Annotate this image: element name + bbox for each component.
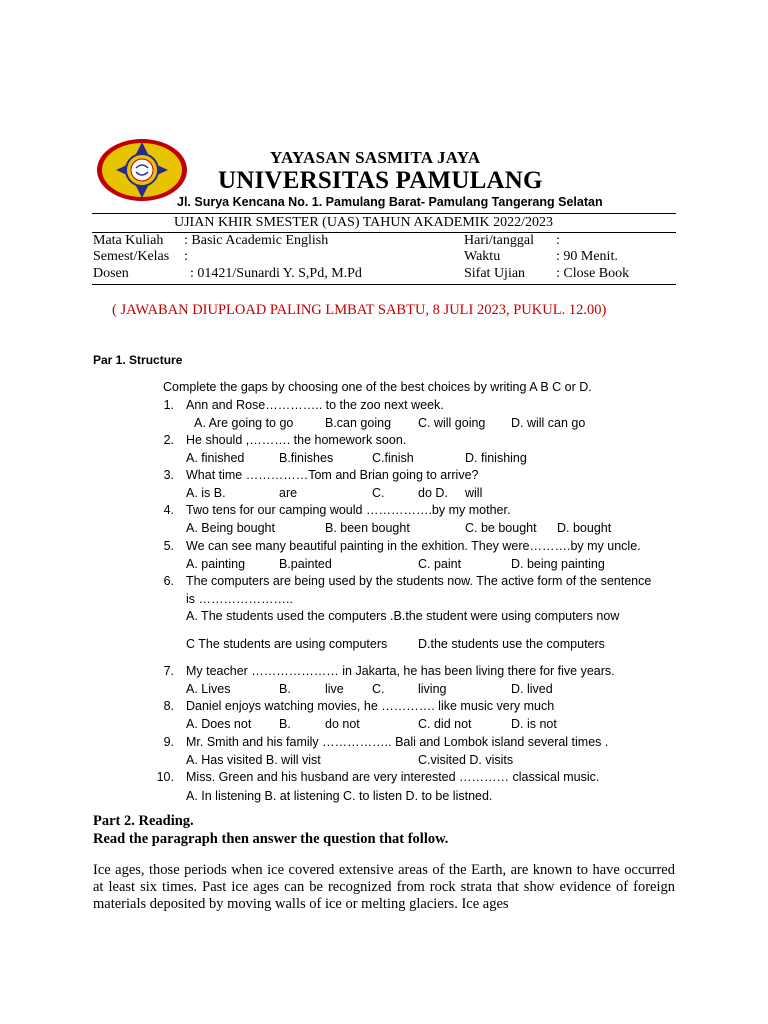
option-c: living	[418, 682, 447, 696]
date-value: :	[556, 233, 560, 248]
part1-instruction: Complete the gaps by choosing one of the best choices by writing A B C or D.	[163, 380, 592, 394]
question-number: 8.	[163, 699, 174, 713]
question-number: 10.	[156, 770, 174, 784]
option-a-b: A. Has visited B. will vist	[186, 753, 321, 767]
option-d: will	[465, 486, 483, 500]
date-label: Hari/tanggal	[464, 233, 534, 248]
option-a-b: A. The students used the computers .B.the student were using computers now	[186, 609, 620, 623]
option-b: B. been bought	[325, 521, 410, 535]
question-text: Miss. Green and his husband are very interested ………… classical music.	[186, 770, 600, 784]
part2-title: Part 2. Reading.	[93, 813, 194, 829]
option-d: D.the students use the computers	[418, 637, 605, 651]
question-text: Mr. Smith and his family …………….. Bali and Lombok island several times .	[186, 735, 609, 749]
course-value: : Basic Academic English	[184, 233, 329, 248]
option-b: do not	[325, 717, 360, 731]
question-number: 1.	[163, 398, 174, 412]
semester-label: Semest/Kelas	[93, 249, 170, 264]
option-a: A. Being bought	[186, 521, 275, 535]
question-text: We can see many beautiful painting in the exhition. They were……….by my uncle.	[186, 539, 641, 553]
option-b: B.can going	[325, 416, 392, 430]
option-c-label: C.	[372, 486, 385, 500]
question-text: What time ……………Tom and Brian going to arrive?	[186, 468, 479, 482]
header-divider	[92, 213, 676, 214]
duration-label: Waktu	[464, 249, 501, 264]
option-b-label: B.	[279, 682, 291, 696]
option-d: D. lived	[511, 682, 553, 696]
option-d: D. will can go	[511, 416, 586, 430]
question-number: 3.	[163, 468, 174, 482]
question-number: 5.	[163, 539, 174, 553]
option-c: C. did not	[418, 717, 472, 731]
question-text-continued: is …………………..	[186, 592, 293, 606]
option-c: C.finish	[372, 451, 414, 465]
option-d: D. finishing	[465, 451, 527, 465]
semester-value: :	[184, 249, 188, 264]
option-d: D. is not	[511, 717, 557, 731]
part1-title: Par 1. Structure	[93, 353, 183, 367]
upload-deadline: ( JAWABAN DIUPLOAD PALING LMBAT SABTU, 8 JULI 2023, PUKUL. 12.00)	[112, 302, 607, 318]
question-text: Two tens for our camping would …………….by my mother.	[186, 503, 511, 517]
question-number: 4.	[163, 503, 174, 517]
option-c: do D.	[418, 486, 448, 500]
option-b: are	[279, 486, 298, 500]
question-number: 2.	[163, 433, 174, 447]
option-c: C The students are using computers	[186, 637, 388, 651]
question-text: He should ,………. the homework soon.	[186, 433, 407, 447]
course-label: Mata Kuliah	[93, 233, 164, 248]
option-c: C. paint	[418, 557, 462, 571]
option-b: live	[325, 682, 344, 696]
info-divider-top	[92, 232, 676, 233]
university-logo	[96, 138, 188, 202]
option-list: A. In listening B. at listening C. to listen D. to be listned.	[186, 789, 493, 803]
option-b-label: B.	[279, 717, 291, 731]
question-text: My teacher ………………… in Jakarta, he has been living there for five years.	[186, 664, 615, 678]
university-address: Jl. Surya Kencana No. 1. Pamulang Barat- Pamulang Tangerang Selatan	[177, 195, 603, 209]
part2-instruction: Read the paragraph then answer the question that follow.	[93, 831, 449, 847]
question-number: 7.	[163, 664, 174, 678]
option-d: D. being painting	[511, 557, 605, 571]
info-divider-bottom	[92, 284, 676, 285]
option-a: A. Are going to go	[194, 416, 294, 430]
question-text: Ann and Rose………….. to the zoo next week.	[186, 398, 444, 412]
option-c: C. be bought	[465, 521, 537, 535]
option-a: A. Does not	[186, 717, 252, 731]
option-a: A. painting	[186, 557, 246, 571]
exam-type-label: Sifat Ujian	[464, 266, 526, 281]
option-b: B.painted	[279, 557, 332, 571]
option-a: A. Lives	[186, 682, 231, 696]
option-a: A. finished	[186, 451, 245, 465]
option-d: D. bought	[557, 521, 612, 535]
option-b: B.finishes	[279, 451, 334, 465]
lecturer-value: : 01421/Sunardi Y. S,Pd, M.Pd	[190, 266, 362, 281]
question-number: 9.	[163, 735, 174, 749]
question-text: The computers are being used by the students now. The active form of the sentence	[186, 574, 652, 588]
option-c-d: C.visited D. visits	[418, 753, 514, 767]
exam-type-value: : Close Book	[556, 266, 630, 281]
duration-value: : 90 Menit.	[556, 249, 618, 264]
exam-title: UJIAN KHIR SMESTER (UAS) TAHUN AKADEMIK 2022/2023	[174, 215, 553, 230]
question-text: Daniel enjoys watching movies, he …………. like music very much	[186, 699, 555, 713]
question-number: 6.	[163, 574, 174, 588]
university-name: UNIVERSITAS PAMULANG	[218, 167, 543, 194]
reading-passage: Ice ages, those periods when ice covered extensive areas of the Earth, are known to have occurred at least six times. Past ice ages can be recognized from rock strata that show evidence of foreign materials deposited by moving walls of ice or melting glaciers. Ice ages	[93, 862, 675, 912]
option-a: A. is B.	[186, 486, 226, 500]
lecturer-label: Dosen	[93, 266, 129, 281]
foundation-name: YAYASAN SASMITA JAYA	[270, 148, 481, 167]
option-c-label: C.	[372, 682, 385, 696]
option-c: C. will going	[418, 416, 486, 430]
